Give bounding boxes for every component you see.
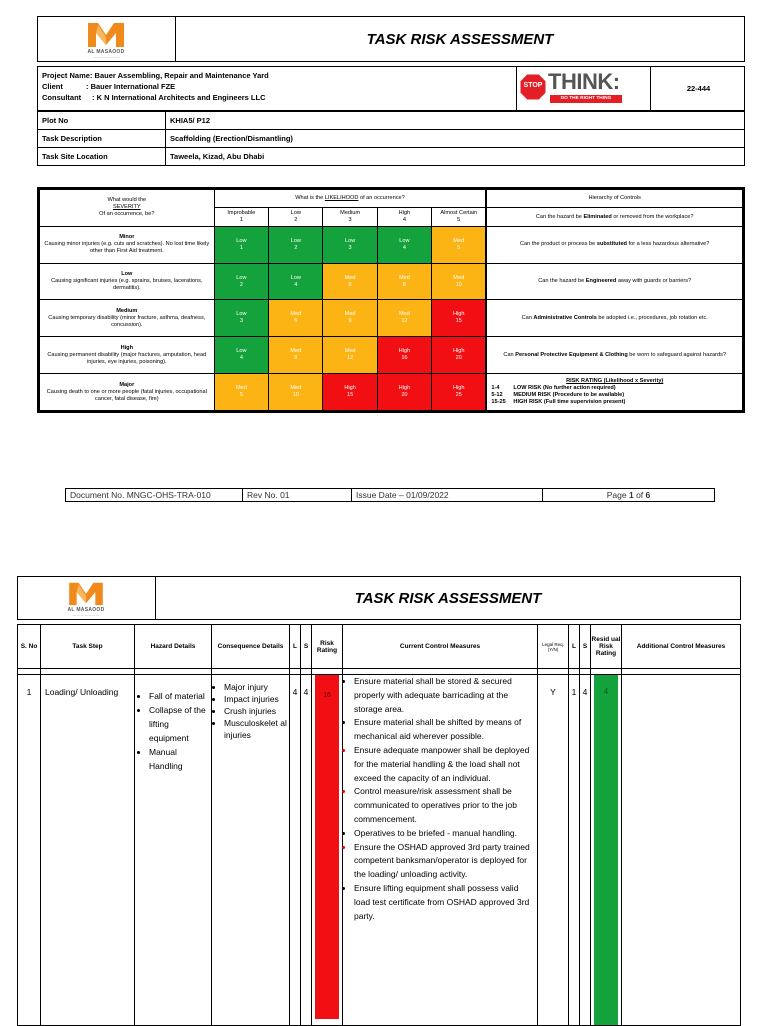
row-consequences [212,675,290,1026]
hierarchy-eliminate: Can the hazard be Eliminated or removed from the workplace? [486,208,742,226]
issue-date: Issue Date – 01/09/2022 [352,489,543,502]
matrix-row [40,263,743,300]
client-line: Client : Bauer International FZE [42,82,176,91]
risk-rating-item: 5-12 MEDIUM RISK (Procedure to be available) [491,392,625,399]
think-word: THINK: [548,69,620,94]
task-info-table [37,111,745,166]
company-logo-2 [56,579,116,617]
likelihood-header: What is the LIKELIHOOD of an occurrence? [214,190,486,208]
risk-cell: Low 4 [214,337,269,374]
likelihood-col-2: Low 2 [269,208,323,226]
severity-cell [40,263,215,300]
severity-level: Minor [119,234,135,241]
hazard-item: • Manual Handling [149,745,209,773]
control-measure-item: • Ensure lifting equipment shall possess valid load test certificate from OSHAD approved 3rd party. [354,882,535,923]
control-measure-item: • Ensure adequate manpower shall be deployed for the material handling & the load shall not exceed the capacity of an individual. [354,744,535,785]
page2-title: TASK RISK ASSESSMENT [156,577,741,620]
col-s2: S [580,625,591,669]
risk-cell: Low 4 [269,263,323,300]
plot-row: Plot No KHIA5/ P12 [38,112,745,130]
hazard-list [139,689,209,773]
logo-subline: — — — — — — — [92,55,119,59]
task-description-row: Task Description Scaffolding (Erection/Dismantling) [38,130,745,148]
severity-description: Causing significant injuries (e.g. sprains, bruises, lacerations, dermatitis). [51,278,203,292]
risk-cell: Med 6 [323,263,377,300]
risk-cell: Low 1 [214,226,269,263]
risk-cell: Low 3 [323,226,377,263]
matrix-row [40,374,743,411]
risk-matrix-frame [37,187,745,413]
row-legal: Y [538,675,569,1026]
col-legal: Legal Req. (Y/N) [538,625,569,669]
risk-cell: High 15 [323,374,377,411]
risk-cell: Low 4 [377,226,431,263]
risk-cell: Med 10 [269,374,323,411]
hierarchy-control: Can the hazard be Engineered away with guards or barriers? [486,263,742,300]
col-current-controls: Current Control Measures [343,625,538,669]
col-l2: L [569,625,580,669]
project-name-line: Project Name: Bauer Assembling, Repair and Maintenance Yard [42,71,269,80]
col-sno: S. No [18,625,41,669]
hierarchy-control: Can Administrative Controls be adopted i.e., procedures, job rotation etc. [486,300,742,337]
consequence-list [214,681,287,741]
logo-cell [38,17,176,62]
likelihood-col-3: Medium 3 [323,208,377,226]
col-s: S [301,625,312,669]
risk-rating-legend: RISK RATING (Likelihood x Severity) 1-4 LOW RISK (No further action required) 5-12 MEDIUM RISK (Procedure to be available) 15-25 HIGH RISK (Full time supervision present) [486,374,742,411]
hierarchy-control: Can the product or process be substituted for a less hazardous alternative? [486,226,742,263]
severity-level: High [120,344,134,351]
logo-text-2: AL MASAOOD [67,607,105,613]
project-info-box [37,66,745,111]
severity-description: Causing death to one or more people (fatal injuries, occupational cancer, fatal disease, fire) [46,388,207,402]
row-s2: 4 [580,675,591,1026]
consequence-item: • Impact injuries [224,693,287,705]
col-hazard: Hazard Details [135,625,212,669]
hazard-item: • Fall of material [149,689,209,703]
risk-cell: High 16 [377,337,431,374]
row-l: 4 [290,675,301,1026]
logo-text: AL MASAOOD [87,49,125,55]
risk-cell: Med 5 [432,226,487,263]
risk-rating-item: 1-4 LOW RISK (No further action required) [491,385,616,392]
residual-rating-badge: 4 [594,675,618,1025]
severity-level: Medium [116,307,138,314]
risk-cell: Med 12 [323,337,377,374]
row-controls [343,675,538,1026]
page2-header [17,576,741,620]
row-residual-cell [591,675,622,1026]
likelihood-col-1: Improbable 1 [214,208,269,226]
risk-cell: Med 5 [214,374,269,411]
risk-cell: Low 2 [214,263,269,300]
document-footer [65,488,715,502]
severity-description: Causing minor injuries (e.g. cuts and scratches). No lost time likely other than First Aid treatment. [44,241,210,255]
matrix-row [40,226,743,263]
hazard-item: • Collapse of the lifting equipment [149,703,209,745]
control-measure-item: • Ensure material shall be shifted by means of mechanical aid wherever possible. [354,716,535,744]
revision-number: Rev No. 01 [243,489,352,502]
likelihood-col-5: Almost Certain 5 [432,208,487,226]
col-task-step: Task Step [41,625,135,669]
logo-cell-2 [18,577,156,620]
col-risk-rating: Risk Rating [312,625,343,669]
think-logo-cell [516,67,651,110]
severity-description: Causing permanent disability (major fractures, amputation, head injuries, eye injuries, poisoning). [47,351,207,365]
row-task-step: Loading/ Unloading [41,675,135,1026]
severity-cell [40,374,215,411]
al-masaood-logo-icon [84,19,128,49]
risk-cell: High 25 [432,374,487,411]
severity-header: What would the SEVERITY Of an occurrence, be? [40,190,215,227]
table-header-row [18,625,741,669]
row-additional [622,675,741,1026]
severity-description: Causing temporary disability (minor fracture, asthma, deafness, concussion). [48,314,206,328]
col-residual: Resid ual Risk Rating [591,625,622,669]
risk-cell: Med 6 [269,300,323,337]
risk-cell: Med 8 [377,263,431,300]
consequence-item: • Musculoskelet al injuries [224,717,287,741]
severity-cell [40,300,215,337]
consequence-item: • Major injury [224,681,287,693]
think-tagline: DO THE RIGHT THING [550,95,622,103]
risk-cell: High 20 [377,374,431,411]
severity-level: Low [121,271,133,278]
severity-level: Major [119,381,135,388]
risk-rating-badge: 16 [315,675,339,1019]
page1-header [37,16,745,62]
al-masaood-logo-icon [64,579,108,607]
doc-code: 22-444 [650,67,746,110]
company-logo [76,19,136,59]
col-consequence: Consequence Details [212,625,290,669]
risk-cell: Med 10 [432,263,487,300]
control-measure-item: • Ensure the OSHAD approved 3rd party trained competent banksman/operator is deployed for the loading/ unloading activity. [354,841,535,882]
site-location-row: Task Site Location Taweela, Kizad, Abu Dhabi [38,148,745,166]
severity-cell [40,226,215,263]
hierarchy-header: Hierarchy of Controls [486,190,742,208]
risk-cell: Low 2 [269,226,323,263]
matrix-row [40,300,743,337]
col-additional: Additional Control Measures [622,625,741,669]
project-lines [42,70,269,103]
risk-cell: High 20 [432,337,487,374]
stop-sign-icon: STOP [519,73,547,101]
risk-cell: Low 3 [214,300,269,337]
logo-subline-2: — — — — — — — [72,613,99,617]
consequence-item: • Crush injuries [224,705,287,717]
control-measure-item: • Operatives to be briefed - manual handling. [354,827,535,841]
risk-cell: Med 8 [269,337,323,374]
table-row [18,675,741,1026]
consultant-line: Consultant : K N International Architects and Engineers LLC [42,93,266,102]
control-measure-item: • Control measure/risk assessment shall be communicated to operatives prior to the job commencement. [354,785,535,826]
document-number: Document No. MNGC-OHS-TRA-010 [66,489,243,502]
control-measure-item: • Ensure material shall be stored & secured properly with adequate barricading at the storage area. [354,675,535,716]
risk-cell: Med 9 [323,300,377,337]
severity-cell [40,337,215,374]
matrix-rows [40,226,743,410]
row-s: 4 [301,675,312,1026]
matrix-row [40,337,743,374]
risk-cell: High 15 [432,300,487,337]
risk-assessment-table [17,624,741,1026]
risk-rating-item: 15-25 HIGH RISK (Full time supervision present) [491,399,626,406]
risk-matrix [39,189,743,411]
page-number: Page 1 of 6 [543,489,715,502]
row-hazards [135,675,212,1026]
page-title: TASK RISK ASSESSMENT [176,17,745,62]
col-l: L [290,625,301,669]
risk-cell: Med 12 [377,300,431,337]
likelihood-col-4: High 4 [377,208,431,226]
row-l2: 1 [569,675,580,1026]
row-sno: 1 [18,675,41,1026]
row-risk-cell [312,675,343,1026]
hierarchy-control: Can Personal Protective Equipment & Clothing be worn to safeguard against hazards? [486,337,742,374]
controls-list [347,675,535,923]
